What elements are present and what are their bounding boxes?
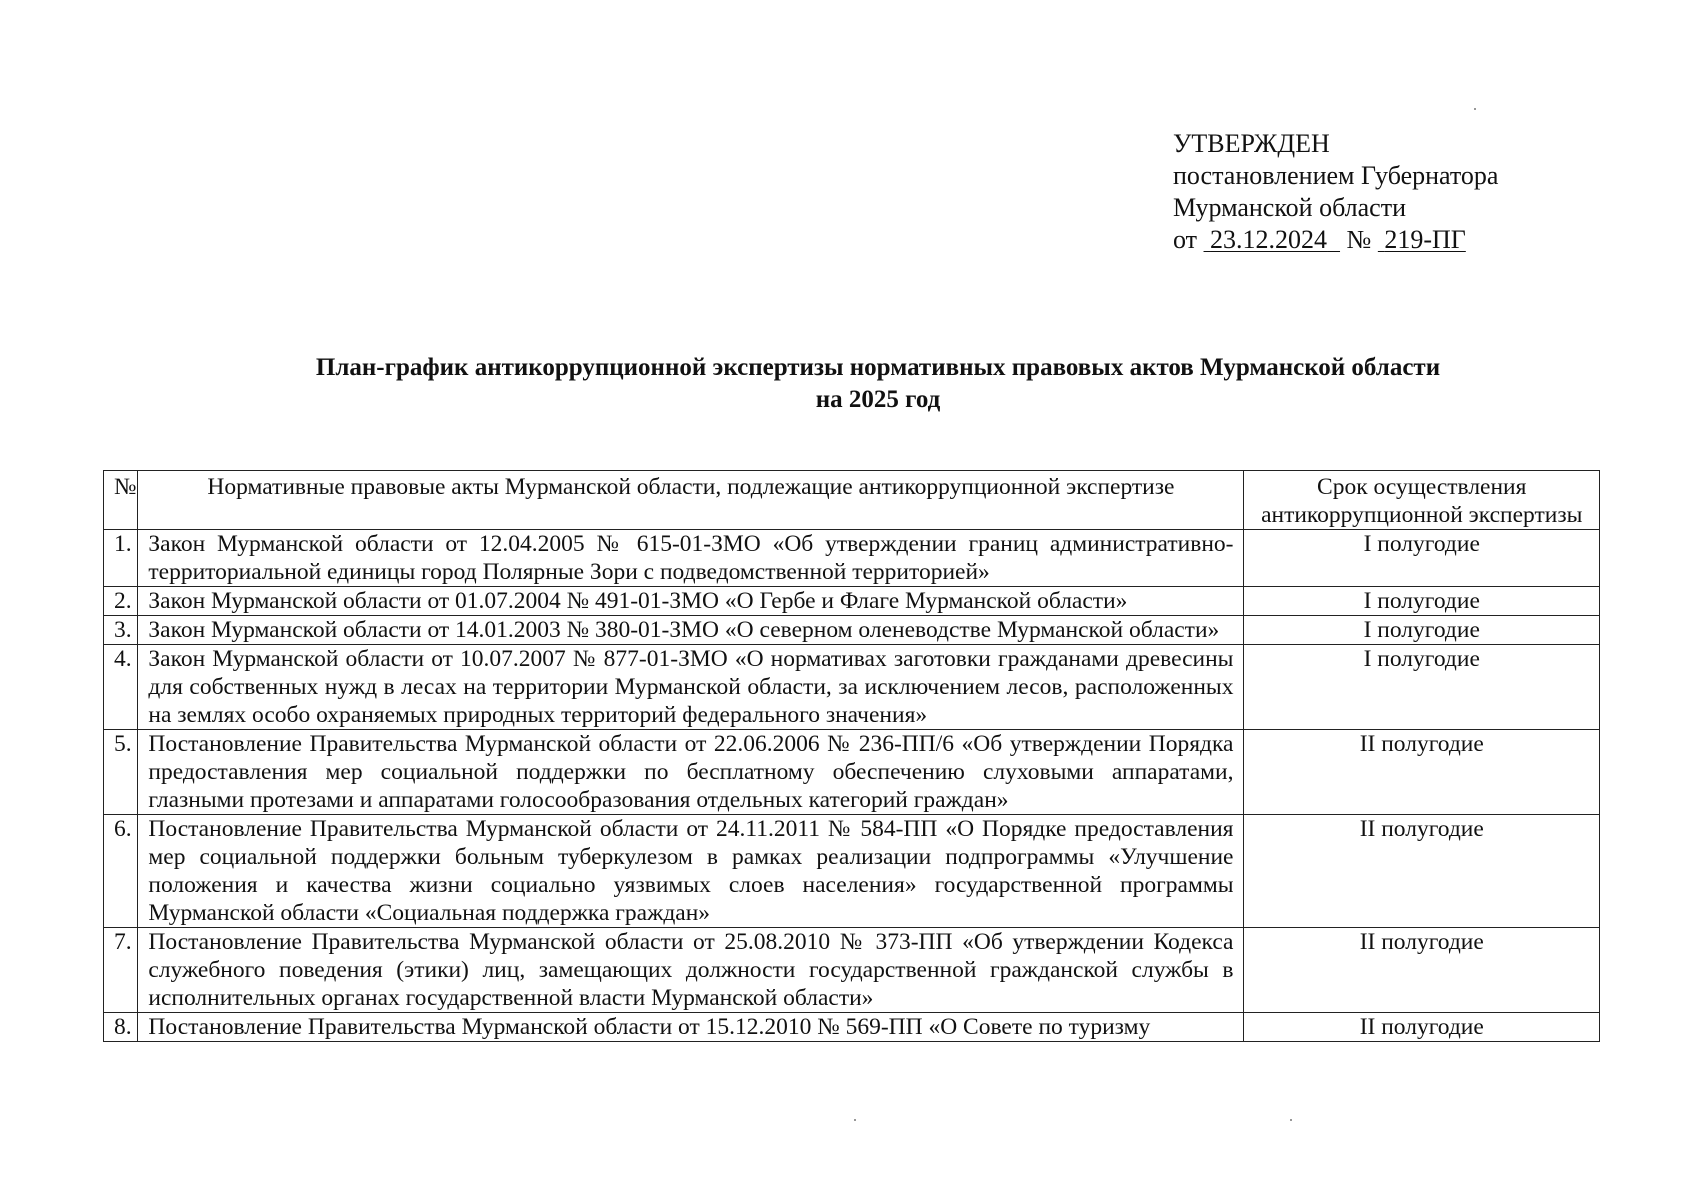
row-act: Закон Мурманской области от 01.07.2004 № 491-01-ЗМО «О Гербе и Флаге Мурманской области» [138,587,1244,616]
approval-line-approved: УТВЕРЖДЕН [1173,129,1330,158]
scan-speck [1290,1119,1292,1121]
approval-date: 23.12.2024 [1210,225,1328,254]
row-number: 2. [104,587,138,616]
row-term: I полугодие [1244,587,1600,616]
table-row [104,730,1600,815]
table-row [104,645,1600,730]
number-prefix: № [1346,225,1372,254]
row-act: Постановление Правительства Мурманской области от 25.08.2010 № 373-ПП «Об утверждении Кодекса служебного поведения (этики) лиц, замещающих должности государственной гражданской службы в исполнительных органах государственной власти Мурманской области» [138,928,1244,1013]
row-term: II полугодие [1244,928,1600,1013]
row-number: 1. [104,530,138,587]
row-number: 8. [104,1013,138,1042]
scan-speck [854,1119,856,1121]
row-number: 3. [104,616,138,645]
row-term: II полугодие [1244,730,1600,815]
table-row [104,530,1600,587]
row-act: Постановление Правительства Мурманской области от 22.06.2006 № 236-ПП/6 «Об утверждении Порядка предоставления мер социальной поддержки по бесплатному обеспечению слуховыми аппаратами, глазными протезами и аппаратами голосообразования отдельных категорий граждан» [138,730,1244,815]
plan-table [103,470,1600,1042]
row-number: 7. [104,928,138,1013]
header-act: Нормативные правовые акты Мурманской области, подлежащие антикоррупционной экспертизе [138,471,1244,530]
row-act: Закон Мурманской области от 12.04.2005 № 615-01-ЗМО «Об утверждении границ административно-территориальной единицы город Полярные Зори с подведомственной территорией» [138,530,1244,587]
row-act: Постановление Правительства Мурманской области от 15.12.2010 № 569-ПП «О Совете по туризму [138,1013,1244,1042]
row-number: 4. [104,645,138,730]
row-term: I полугодие [1244,645,1600,730]
row-term: I полугодие [1244,530,1600,587]
row-number: 6. [104,815,138,928]
table-row [104,587,1600,616]
document-title [0,352,1699,416]
title-line-1: План-график антикоррупционной экспертизы нормативных правовых актов Мурманской области [315,354,1441,381]
approval-number: 219-ПГ [1384,225,1466,254]
approval-line-region: Мурманской области [1173,193,1406,222]
row-number: 5. [104,730,138,815]
scan-speck [1474,108,1476,110]
table-row [104,815,1600,928]
date-prefix: от [1173,225,1198,254]
approval-line-resolution: постановлением Губернатора [1173,161,1499,190]
table-row [104,616,1600,645]
header-term: Срок осуществления антикоррупционной экспертизы [1244,471,1600,530]
table-header-row [104,471,1600,530]
approval-line-date [1173,224,1498,256]
row-term: II полугодие [1244,815,1600,928]
header-number: № [104,471,138,530]
row-term: I полугодие [1244,616,1600,645]
row-term: II полугодие [1244,1013,1600,1042]
table-row [104,928,1600,1013]
row-act: Постановление Правительства Мурманской области от 24.11.2011 № 584-ПП «О Порядке предоставления мер социальной поддержки больным туберкулезом в рамках реализации подпрограммы «Улучшение положения и качества жизни социально уязвимых слоев населения» государственной программы Мурманской области «Социальная поддержка граждан» [138,815,1244,928]
row-act: Закон Мурманской области от 14.01.2003 № 380-01-ЗМО «О северном оленеводстве Мурманской области» [138,616,1244,645]
approval-stamp [1173,128,1498,256]
row-act: Закон Мурманской области от 10.07.2007 № 877-01-ЗМО «О нормативах заготовки гражданами древесины для собственных нужд в лесах на территории Мурманской области, за исключением лесов, расположенных на землях особо охраняемых природных территорий федерального значения» [138,645,1244,730]
table-row [104,1013,1600,1042]
title-line-2: на 2025 год [815,386,941,413]
